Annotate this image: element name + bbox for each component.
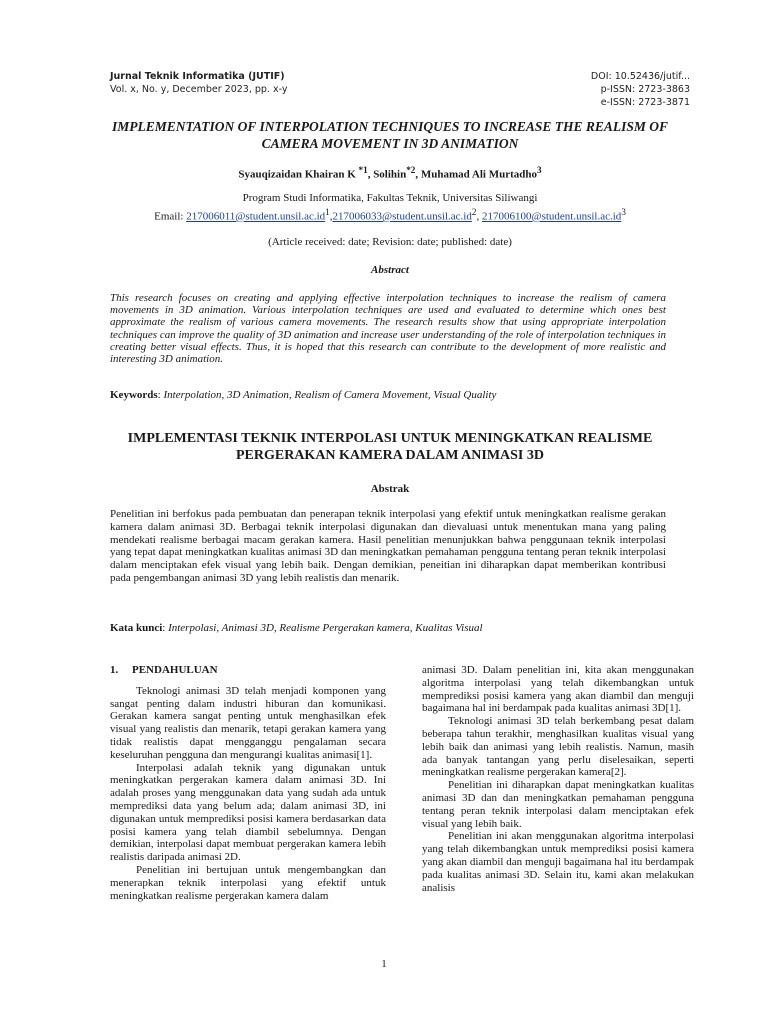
p-issn: p-ISSN: 2723-3863 — [600, 84, 690, 95]
paragraph: animasi 3D. Dalam penelitian ini, kita akan menggunakan algoritma interpolasi yang telah dikembangkan untuk memprediksi posisi kamera yang akan diambil dan menguji bagaimana hal ini berdampak pada kualitas animasi 3D[1]. — [422, 664, 694, 715]
page-number: 1 — [381, 958, 387, 970]
paragraph: Teknologi animasi 3D telah menjadi komponen yang sangat penting dalam industri hiburan dan komunikasi. Gerakan kamera sangat penting untuk menghasilkan efek visual yang realistis dan menarik, tetapi gerakan kamera yang tidak realistis dapat mengganggu pengalaman secara keseluruhan pengguna dan mengurangi kualitas animasi[1]. — [110, 684, 386, 761]
paragraph: Interpolasi adalah teknik yang digunakan untuk meningkatkan pergerakan kamera dalam animasi 3D. Ini adalah proses yang menggunakan data yang sudah ada untuk memprediksi data yang belum ada; dalam animasi 3D, ini digunakan untuk memprediksi posisi kamera berdasarkan data posisi kamera yang telah diambil sebelumnya. Dengan demikian, interpolasi dapat membuat pergerakan kamera lebih realistis daripada animasi 2D. — [110, 761, 386, 864]
section-heading — [110, 664, 386, 677]
email-link-2[interactable]: 217006033@student.unsil.ac.id — [332, 210, 472, 223]
paper-title-en: IMPLEMENTATION OF INTERPOLATION TECHNIQUES TO INCREASE THE REALISM OF CAMERA MOVEMENT IN 3D ANIMATION — [111, 119, 669, 151]
section-number: 1. — [110, 664, 119, 676]
author-1: Syauqizaidan Khairan K — [238, 168, 359, 181]
kata-kunci-label: Kata kunci — [110, 622, 163, 634]
abstract-heading: Abstract — [371, 264, 409, 276]
email-link-1[interactable]: 217006011@student.unsil.ac.id — [186, 210, 326, 223]
author-3: , Muhamad Ali Murtadho — [415, 168, 538, 181]
abstract-body: This research focuses on creating and applying effective interpolation techniques to increase the realism of camera movements in 3D animation. Various interpolation techniques are used and evaluated to determine which ones best approximate the realism of various camera movements. The research results show that using appropriate interpolation techniques can improve the quality of 3D animation and increase user understanding of the role of interpolation techniques in creating better visual effects. Thus, it is hoped that this research can contribute to the development of more realistic and interesting 3D animation. — [110, 292, 666, 366]
keywords-label: Keywords — [110, 389, 158, 401]
kata-kunci-values: Interpolasi, Animasi 3D, Realisme Pergerakan kamera, Kualitas Visual — [168, 622, 483, 634]
email-label: Email: — [154, 210, 187, 223]
doi[interactable]: DOI: 10.52436/jutif... — [590, 71, 690, 82]
author-2: , Solihin — [367, 168, 407, 181]
article-dates: (Article received: date; Revision: date; published: date) — [268, 236, 512, 248]
author-3-mark: 3 — [537, 165, 542, 175]
author-line — [100, 165, 680, 181]
running-header-left — [110, 70, 287, 96]
email-1-mark: 1 — [325, 207, 330, 217]
running-header-right — [591, 70, 690, 109]
email-2-mark: 2 — [471, 207, 477, 217]
paragraph: Teknologi animasi 3D telah berkembang pesat dalam beberapa tahun terakhir, menghasilkan kualitas visual yang lebih baik dan animasi yang lebih realistis. Namun, masih ada banyak tantangan yang perlu diselesaikan, seperti meningkatkan realisme pergerakan kamera[2]. — [422, 715, 694, 779]
paper-title-id: IMPLEMENTASI TEKNIK INTERPOLASI UNTUK MENINGKATKAN REALISME PERGERAKAN KAMERA DALAM ANIMASI 3D — [127, 431, 653, 463]
e-issn: e-ISSN: 2723-3871 — [600, 97, 690, 108]
keywords: Keywords: Interpolation, 3D Animation, Realism of Camera Movement, Visual Quality — [110, 389, 497, 401]
body-column-left — [110, 664, 386, 902]
affiliation: Program Studi Informatika, Fakultas Teknik, Universitas Siliwangi — [242, 192, 538, 204]
email-3-mark: 3 — [621, 207, 626, 217]
paragraph: Penelitian ini akan menggunakan algoritma interpolasi yang telah dikembangkan untuk memprediksi posisi kamera yang akan diambil dan menguji bagaimana hal itu berdampak pada kualitas animasi 3D. Selain itu, kami akan melakukan analisis — [422, 830, 694, 894]
paragraph: Penelitian ini diharapkan dapat meningkatkan kualitas animasi 3D dan dan meningkatkan pemahaman pengguna tentang peran teknik interpolasi dalam menciptakan efek visual yang lebih baik. — [422, 779, 694, 830]
paragraph: Penelitian ini bertujuan untuk mengembangkan dan menerapkan teknik interpolasi yang efektif untuk meningkatkan realisme pergerakan kamera dalam — [110, 863, 386, 902]
body-column-right — [422, 664, 694, 894]
author-1-mark: *1 — [358, 165, 368, 175]
abstrak-body: Penelitian ini berfokus pada pembuatan dan penerapan teknik interpolasi yang efektif untuk meningkatkan realisme gerakan kamera dalam animasi 3D. Berbagai teknik interpolasi digunakan dan dievaluasi untuk menentukan mana yang paling mendekati realisme berbagai macam gerakan kamera. Hasil penelitian menunjukkan bahwa penggunaan teknik interpolasi yang tepat dapat meningkatkan kualitas animasi 3D dan meningkatkan pemahaman pengguna tentang peran teknik interpolasi dalam menciptakan efek visual yang lebih baik. Dengan demikian, peneitian ini diharapkan dapat memberikan kontribusi pada pengembangan animasi 3D yang lebih realistis dan menarik. — [110, 508, 666, 584]
email-link-3[interactable]: 217006100@student.unsil.ac.id — [481, 210, 622, 223]
abstrak-heading: Abstrak — [370, 483, 410, 495]
journal-volume: Vol. x, No. y, December 2023, pp. x-y — [110, 84, 288, 95]
kata-kunci: Kata kunci: Interpolasi, Animasi 3D, Realisme Pergerakan kamera, Kualitas Visual — [110, 622, 483, 634]
author-2-mark: *2 — [406, 165, 416, 175]
journal-name: Jurnal Teknik Informatika (JUTIF) — [110, 71, 285, 82]
email-line: Email: $217006011@student.unsil.ac.id^1,217006033@student.unsil.ac.id^2$, $217006100@student.unsil.ac.id^3$ — [154, 207, 626, 223]
section-title: PENDAHULUAN — [132, 664, 218, 676]
keywords-values: Interpolation, 3D Animation, Realism of Camera Movement, Visual Quality — [163, 389, 497, 401]
